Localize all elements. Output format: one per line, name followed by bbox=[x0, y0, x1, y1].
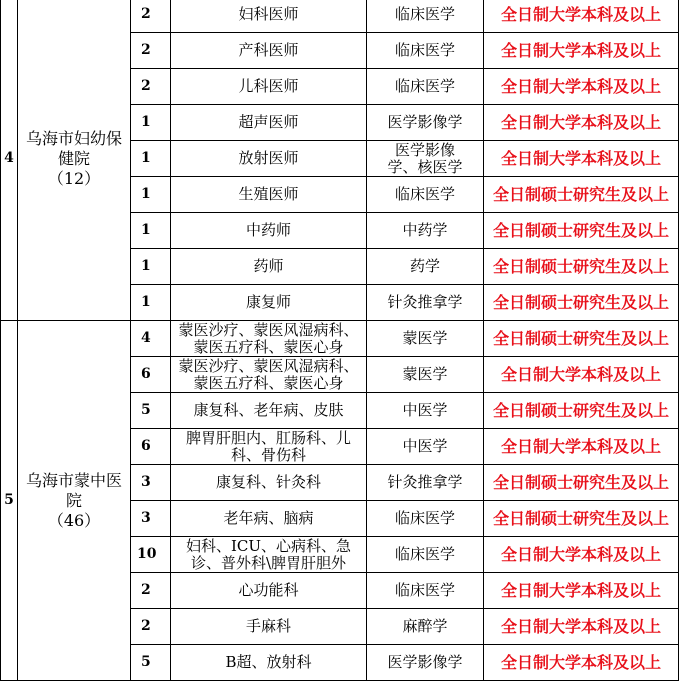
position-cell: 手麻科 bbox=[171, 609, 367, 645]
education-requirement-cell: 全日制硕士研究生及以上 bbox=[484, 285, 679, 321]
headcount-cell: 2 bbox=[131, 0, 171, 33]
headcount-cell: 5 bbox=[131, 645, 171, 681]
unit-name: 乌海市妇幼保健院 bbox=[25, 128, 122, 168]
education-requirement-cell: 全日制硕士研究生及以上 bbox=[484, 501, 679, 537]
major-cell: 蒙医学 bbox=[367, 321, 484, 357]
education-requirement-cell: 全日制大学本科及以上 bbox=[484, 537, 679, 573]
position-cell: 心功能科 bbox=[171, 573, 367, 609]
education-requirement-cell: 全日制硕士研究生及以上 bbox=[484, 177, 679, 213]
position-cell: 中药师 bbox=[171, 213, 367, 249]
education-requirement-cell: 全日制硕士研究生及以上 bbox=[484, 213, 679, 249]
position-cell: 老年病、脑病 bbox=[171, 501, 367, 537]
education-requirement-cell: 全日制大学本科及以上 bbox=[484, 0, 679, 33]
headcount-cell: 1 bbox=[131, 141, 171, 177]
position-cell: 超声医师 bbox=[171, 105, 367, 141]
headcount-cell: 1 bbox=[131, 285, 171, 321]
position-cell: 蒙医沙疗、蒙医风湿病科、蒙医五疗科、蒙医心身 bbox=[171, 357, 367, 393]
headcount-cell: 1 bbox=[131, 105, 171, 141]
major-cell: 医学影像学 bbox=[367, 105, 484, 141]
position-cell: 康复师 bbox=[171, 285, 367, 321]
major-cell: 针灸推拿学 bbox=[367, 465, 484, 501]
major-cell: 临床医学 bbox=[367, 33, 484, 69]
headcount-cell: 6 bbox=[131, 357, 171, 393]
position-cell: 生殖医师 bbox=[171, 177, 367, 213]
unit-total: （46） bbox=[47, 510, 101, 530]
headcount-cell: 1 bbox=[131, 213, 171, 249]
education-requirement-cell: 全日制大学本科及以上 bbox=[484, 69, 679, 105]
major-cell: 中药学 bbox=[367, 213, 484, 249]
position-cell: 药师 bbox=[171, 249, 367, 285]
education-requirement-cell: 全日制大学本科及以上 bbox=[484, 645, 679, 681]
headcount-cell: 5 bbox=[131, 393, 171, 429]
position-cell: B超、放射科 bbox=[171, 645, 367, 681]
education-requirement-cell: 全日制大学本科及以上 bbox=[484, 573, 679, 609]
headcount-cell: 3 bbox=[131, 465, 171, 501]
education-requirement-cell: 全日制大学本科及以上 bbox=[484, 105, 679, 141]
headcount-cell: 1 bbox=[131, 249, 171, 285]
headcount-cell: 2 bbox=[131, 33, 171, 69]
unit-total: （12） bbox=[47, 168, 101, 188]
position-cell: 康复科、针灸科 bbox=[171, 465, 367, 501]
position-cell: 康复科、老年病、皮肤 bbox=[171, 393, 367, 429]
unit-name: 乌海市蒙中医院 bbox=[25, 470, 122, 510]
education-requirement-cell: 全日制硕士研究生及以上 bbox=[484, 393, 679, 429]
major-cell: 麻醉学 bbox=[367, 609, 484, 645]
education-requirement-cell: 全日制大学本科及以上 bbox=[484, 357, 679, 393]
major-cell: 中医学 bbox=[367, 393, 484, 429]
major-cell: 临床医学 bbox=[367, 0, 484, 33]
headcount-cell: 1 bbox=[131, 177, 171, 213]
education-requirement-cell: 全日制硕士研究生及以上 bbox=[484, 249, 679, 285]
headcount-cell: 10 bbox=[131, 537, 171, 573]
major-cell: 临床医学 bbox=[367, 573, 484, 609]
major-cell: 临床医学 bbox=[367, 537, 484, 573]
major-cell: 蒙医学 bbox=[367, 357, 484, 393]
table-body bbox=[1, 0, 679, 681]
major-cell: 临床医学 bbox=[367, 177, 484, 213]
position-cell: 妇科医师 bbox=[171, 0, 367, 33]
major-cell: 医学影像学 bbox=[367, 645, 484, 681]
sequence-number-cell: 5 bbox=[1, 321, 18, 681]
position-cell: 放射医师 bbox=[171, 141, 367, 177]
table-row bbox=[1, 321, 679, 357]
position-cell: 产科医师 bbox=[171, 33, 367, 69]
headcount-cell: 2 bbox=[131, 609, 171, 645]
major-cell: 针灸推拿学 bbox=[367, 285, 484, 321]
table-row bbox=[1, 0, 679, 33]
education-requirement-cell: 全日制大学本科及以上 bbox=[484, 429, 679, 465]
headcount-cell: 2 bbox=[131, 573, 171, 609]
headcount-cell: 6 bbox=[131, 429, 171, 465]
position-cell: 蒙医沙疗、蒙医风湿病科、蒙医五疗科、蒙医心身 bbox=[171, 321, 367, 357]
education-requirement-cell: 全日制大学本科及以上 bbox=[484, 141, 679, 177]
position-cell: 儿科医师 bbox=[171, 69, 367, 105]
headcount-cell: 2 bbox=[131, 69, 171, 105]
major-cell: 临床医学 bbox=[367, 69, 484, 105]
sequence-number-cell: 4 bbox=[1, 0, 18, 321]
education-requirement-cell: 全日制硕士研究生及以上 bbox=[484, 321, 679, 357]
education-requirement-cell: 全日制硕士研究生及以上 bbox=[484, 465, 679, 501]
headcount-cell: 4 bbox=[131, 321, 171, 357]
unit-name-cell bbox=[18, 0, 131, 321]
major-cell: 药学 bbox=[367, 249, 484, 285]
education-requirement-cell: 全日制大学本科及以上 bbox=[484, 609, 679, 645]
position-cell: 脾胃肝胆内、肛肠科、儿科、骨伤科 bbox=[171, 429, 367, 465]
position-cell: 妇科、ICU、心病科、急诊、普外科\脾胃肝胆外 bbox=[171, 537, 367, 573]
education-requirement-cell: 全日制大学本科及以上 bbox=[484, 33, 679, 69]
unit-name-cell bbox=[18, 321, 131, 681]
major-cell: 中医学 bbox=[367, 429, 484, 465]
major-cell: 医学影像学、核医学 bbox=[367, 141, 484, 177]
headcount-cell: 3 bbox=[131, 501, 171, 537]
major-cell: 临床医学 bbox=[367, 501, 484, 537]
